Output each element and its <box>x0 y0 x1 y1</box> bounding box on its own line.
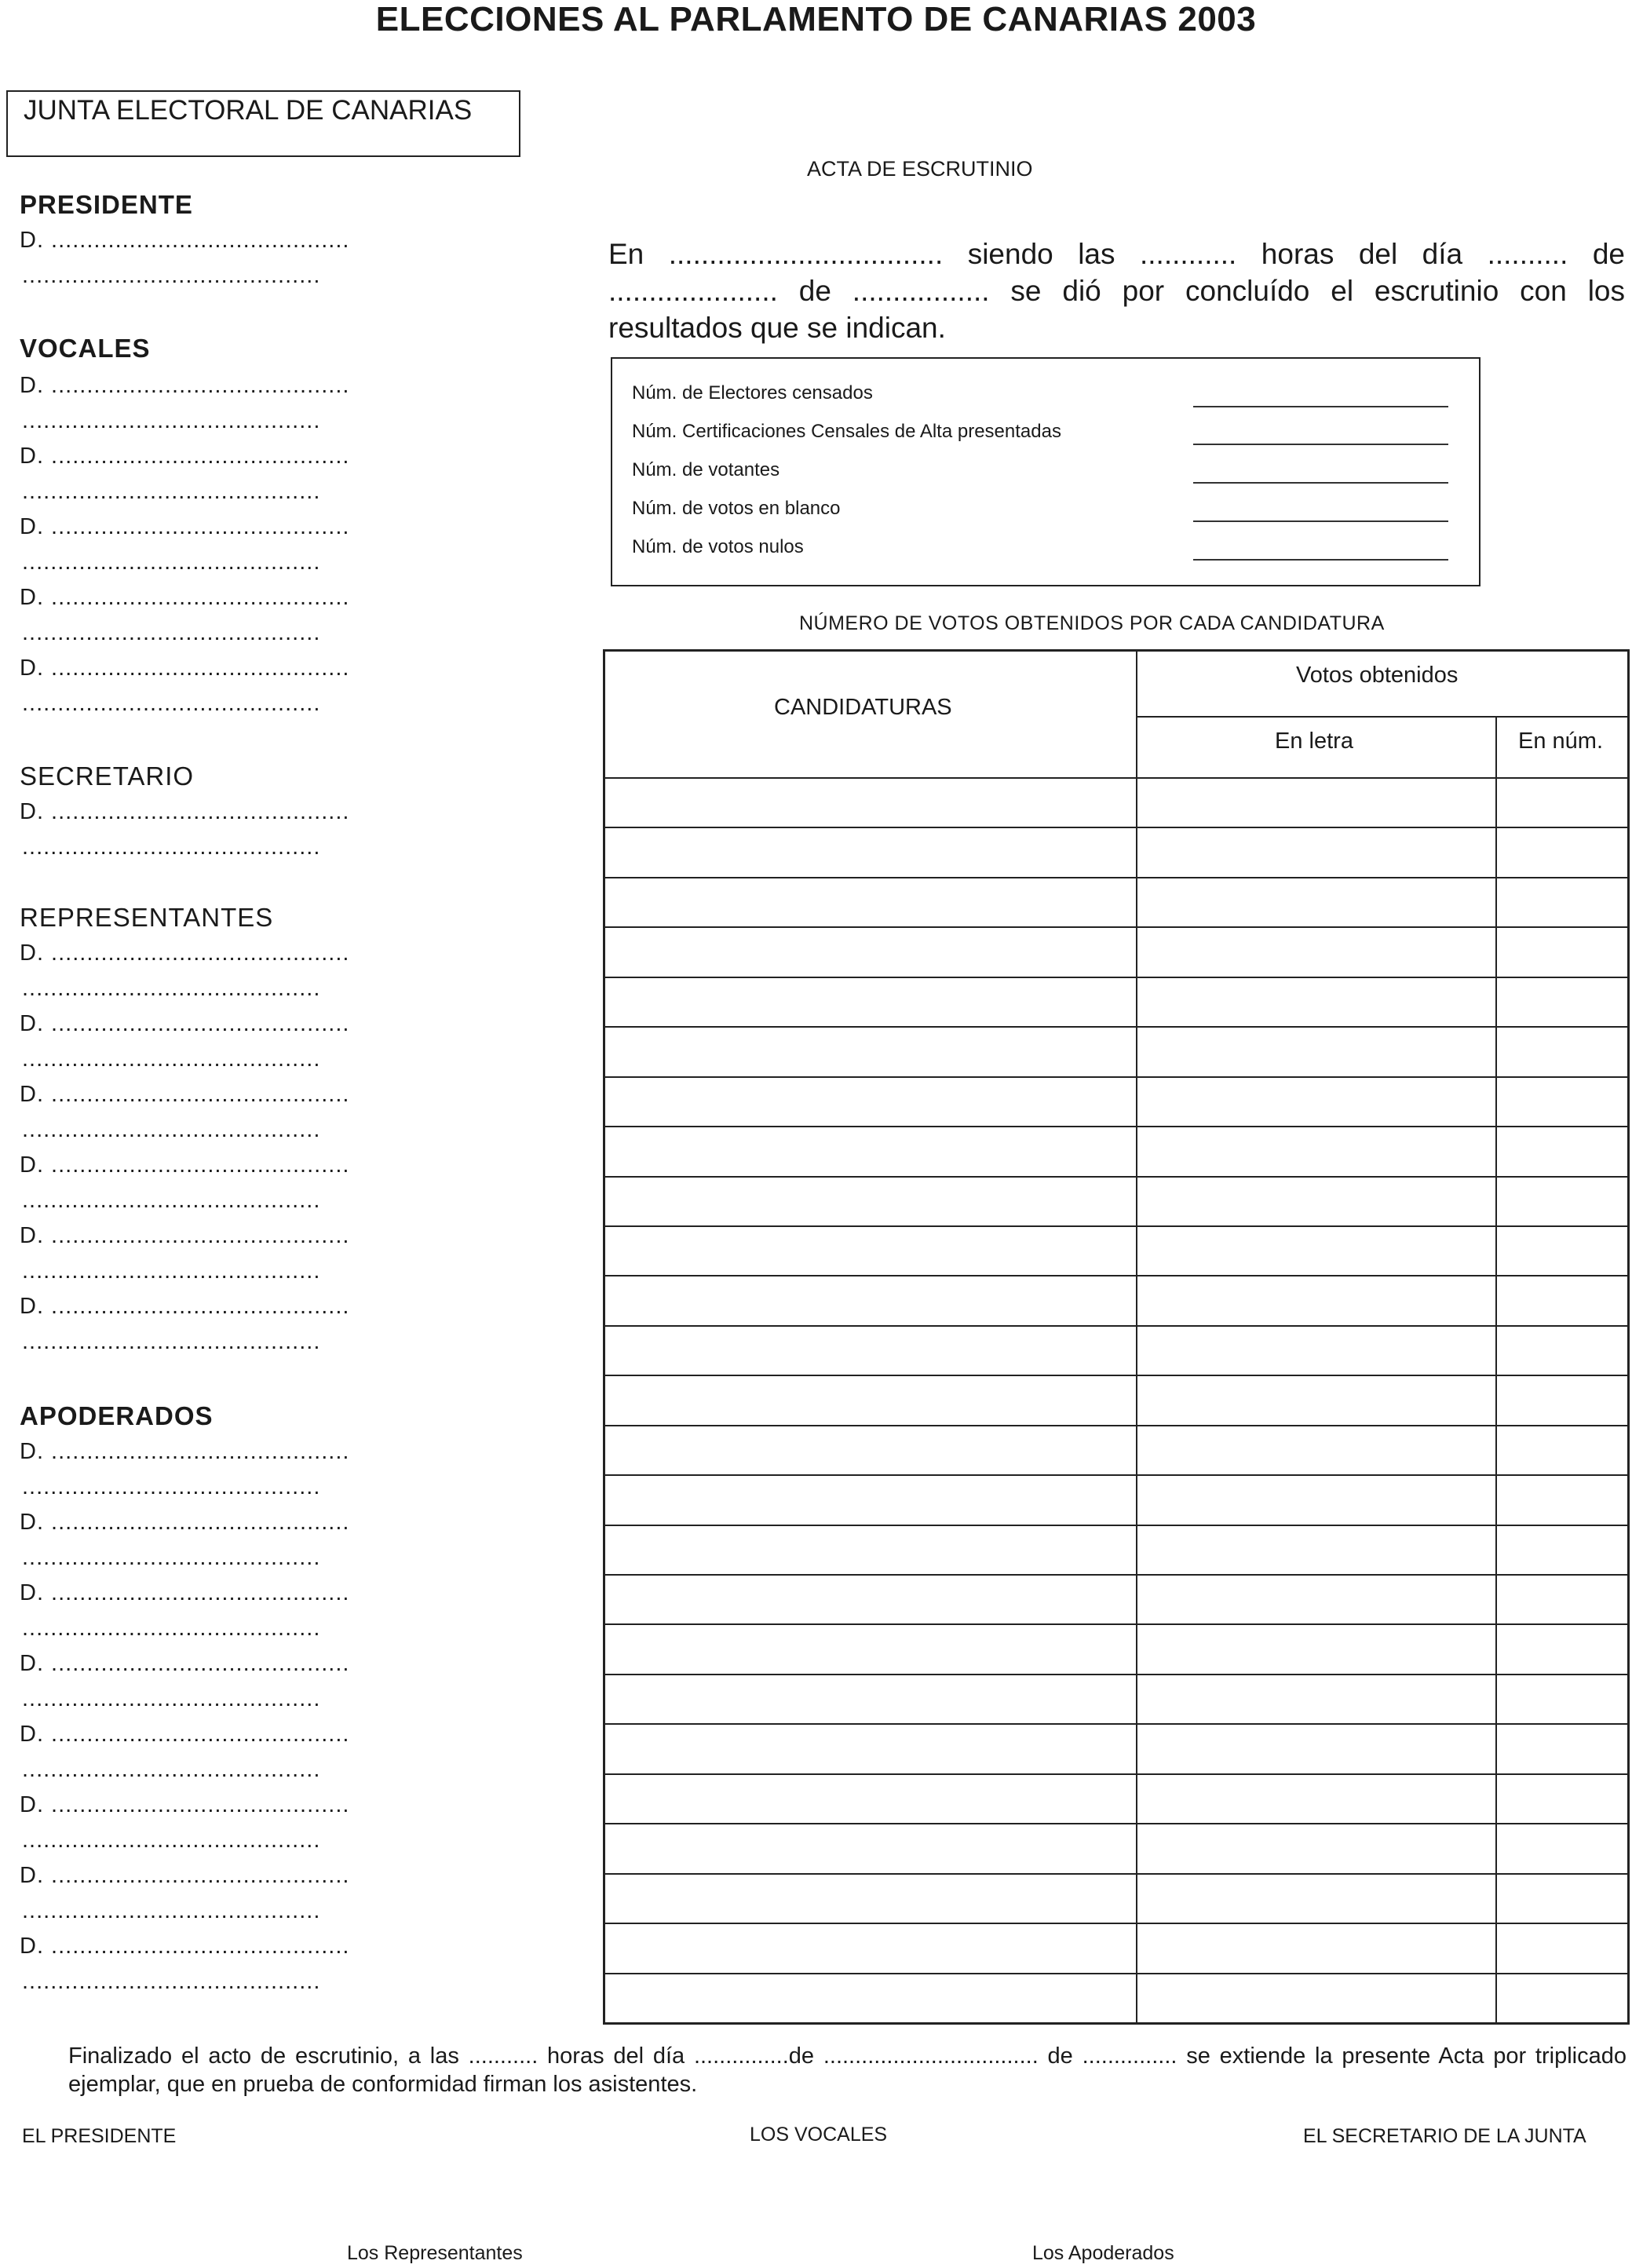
table-row-line <box>605 926 1627 928</box>
summary-label-nulos: Núm. de votos nulos <box>632 536 804 557</box>
table-row-line <box>605 1474 1627 1476</box>
table-row-line <box>605 1275 1627 1276</box>
apoderado-entry-7: D. .......................................... <box>20 1863 350 1888</box>
summary-line <box>1193 406 1448 407</box>
votes-table <box>603 649 1630 2025</box>
representante-entry-2: D. .......................................... <box>20 1011 350 1036</box>
table-row-line <box>605 1225 1627 1227</box>
summary-label-certificaciones: Núm. Certificaciones Censales de Alta presentadas <box>632 421 1061 442</box>
col-en-letra: En letra <box>1275 729 1353 754</box>
vocales-heading: VOCALES <box>20 334 151 363</box>
page-title: ELECCIONES AL PARLAMENTO DE CANARIAS 2003 <box>375 0 1257 38</box>
apoderado-dots-7: .......................................... <box>22 1898 321 1923</box>
apoderado-dots-4: .......................................... <box>22 1686 321 1711</box>
table-row-line <box>605 1375 1627 1376</box>
table-row-line <box>605 1923 1627 1924</box>
vocal-dots-5: .......................................... <box>22 691 321 716</box>
column-divider <box>1495 716 1497 2022</box>
apoderado-dots-5: .......................................... <box>22 1757 321 1782</box>
presidente-heading: PRESIDENTE <box>20 190 193 219</box>
vocal-dots-4: .......................................... <box>22 620 321 645</box>
votes-table-title: NÚMERO DE VOTOS OBTENIDOS POR CADA CANDIDATURA <box>799 612 1385 634</box>
summary-box <box>611 357 1480 586</box>
col-candidaturas: CANDIDATURAS <box>774 695 952 720</box>
sig-secretario: EL SECRETARIO DE LA JUNTA <box>1303 2125 1586 2147</box>
representante-dots-5: .......................................... <box>22 1258 321 1284</box>
col-votos-obtenidos: Votos obtenidos <box>1296 663 1459 688</box>
vocal-dots-1: .......................................... <box>22 408 321 433</box>
table-row-line <box>605 1574 1627 1576</box>
header-divider <box>1136 716 1627 718</box>
apoderado-entry-6: D. .......................................... <box>20 1792 350 1817</box>
representante-dots-2: .......................................... <box>22 1046 321 1072</box>
representante-entry-1: D. .......................................... <box>20 940 350 966</box>
intro-paragraph: En .................................. siendo las ............ horas del día .......... de ..................... de ................. se dió por concluído el escrutinio con los resultados que se indican. <box>608 238 1625 344</box>
summary-label-blanco: Núm. de votos en blanco <box>632 498 841 519</box>
representante-entry-3: D. .......................................... <box>20 1082 350 1107</box>
apoderados-heading: APODERADOS <box>20 1401 214 1430</box>
representante-dots-6: .......................................... <box>22 1329 321 1354</box>
vocal-entry-3: D. .......................................... <box>20 514 350 539</box>
apoderado-entry-4: D. .......................................... <box>20 1651 350 1676</box>
presidente-dots: .......................................... <box>22 263 321 288</box>
table-row-line <box>605 1525 1627 1526</box>
representante-entry-6: D. .......................................... <box>20 1294 350 1319</box>
apoderado-dots-2: .......................................... <box>22 1545 321 1570</box>
table-row-line <box>605 1973 1627 1974</box>
table-row-line <box>605 827 1627 828</box>
header-bottom-line <box>605 777 1627 779</box>
representante-entry-4: D. .......................................... <box>20 1152 350 1178</box>
apoderado-entry-2: D. .......................................... <box>20 1510 350 1535</box>
table-row-line <box>605 1674 1627 1675</box>
representante-dots-4: .......................................... <box>22 1188 321 1213</box>
col-en-num: En núm. <box>1518 729 1603 754</box>
apoderado-entry-8: D. .......................................... <box>20 1934 350 1959</box>
vocal-entry-4: D. .......................................... <box>20 585 350 610</box>
summary-line <box>1193 444 1448 445</box>
secretario-heading: SECRETARIO <box>20 761 195 791</box>
summary-label-votantes: Núm. de votantes <box>632 459 780 480</box>
apoderado-dots-8: .......................................... <box>22 1969 321 1994</box>
acta-title: ACTA DE ESCRUTINIO <box>807 157 1033 181</box>
apoderado-dots-3: .......................................... <box>22 1616 321 1641</box>
vocal-dots-2: .......................................... <box>22 479 321 504</box>
apoderado-entry-1: D. .......................................... <box>20 1439 350 1464</box>
vocal-entry-1: D. .......................................... <box>20 373 350 398</box>
vocal-entry-2: D. .......................................... <box>20 444 350 469</box>
representante-dots-1: .......................................... <box>22 976 321 1001</box>
table-row-line <box>605 877 1627 878</box>
table-row-line <box>605 1623 1627 1625</box>
apoderado-entry-5: D. .......................................... <box>20 1722 350 1747</box>
apoderado-dots-6: .......................................... <box>22 1828 321 1853</box>
table-row-line <box>605 1773 1627 1775</box>
summary-label-electores: Núm. de Electores censados <box>632 382 873 404</box>
sig-presidente: EL PRESIDENTE <box>22 2125 177 2147</box>
table-row-line <box>605 1126 1627 1127</box>
closing-paragraph: Finalizado el acto de escrutinio, a las ........... horas del día ...............de .................................. de ............... se extiende la presente Acta por triplicado ejemplar, que en prueba de conformidad firman los asistentes. <box>68 2043 1627 2097</box>
table-row-line <box>605 977 1627 978</box>
table-row-line <box>605 1425 1627 1426</box>
table-row-line <box>605 1076 1627 1078</box>
column-divider <box>1136 652 1137 2022</box>
representante-entry-5: D. .......................................... <box>20 1223 350 1248</box>
table-row-line <box>605 1176 1627 1178</box>
sig-apoderados: Los Apoderados <box>1032 2242 1174 2264</box>
presidente-entry: D. .......................................... <box>20 228 350 253</box>
vocal-dots-3: .......................................... <box>22 550 321 575</box>
table-row-line <box>605 1823 1627 1824</box>
secretario-dots: .......................................... <box>22 835 321 860</box>
junta-box: JUNTA ELECTORAL DE CANARIAS <box>6 90 520 157</box>
table-row-line <box>605 1026 1627 1028</box>
sig-representantes: Los Representantes <box>347 2242 523 2264</box>
table-row-line <box>605 1325 1627 1327</box>
apoderado-entry-3: D. .......................................... <box>20 1580 350 1605</box>
representante-dots-3: .......................................... <box>22 1117 321 1142</box>
table-row-line <box>605 1873 1627 1875</box>
secretario-entry: D. .......................................... <box>20 799 350 824</box>
vocal-entry-5: D. .......................................... <box>20 656 350 681</box>
table-row-line <box>605 1723 1627 1725</box>
representantes-heading: REPRESENTANTES <box>20 903 274 932</box>
summary-line <box>1193 559 1448 561</box>
apoderado-dots-1: .......................................... <box>22 1474 321 1499</box>
summary-line <box>1193 482 1448 484</box>
summary-line <box>1193 520 1448 522</box>
sig-vocales: LOS VOCALES <box>750 2124 888 2146</box>
